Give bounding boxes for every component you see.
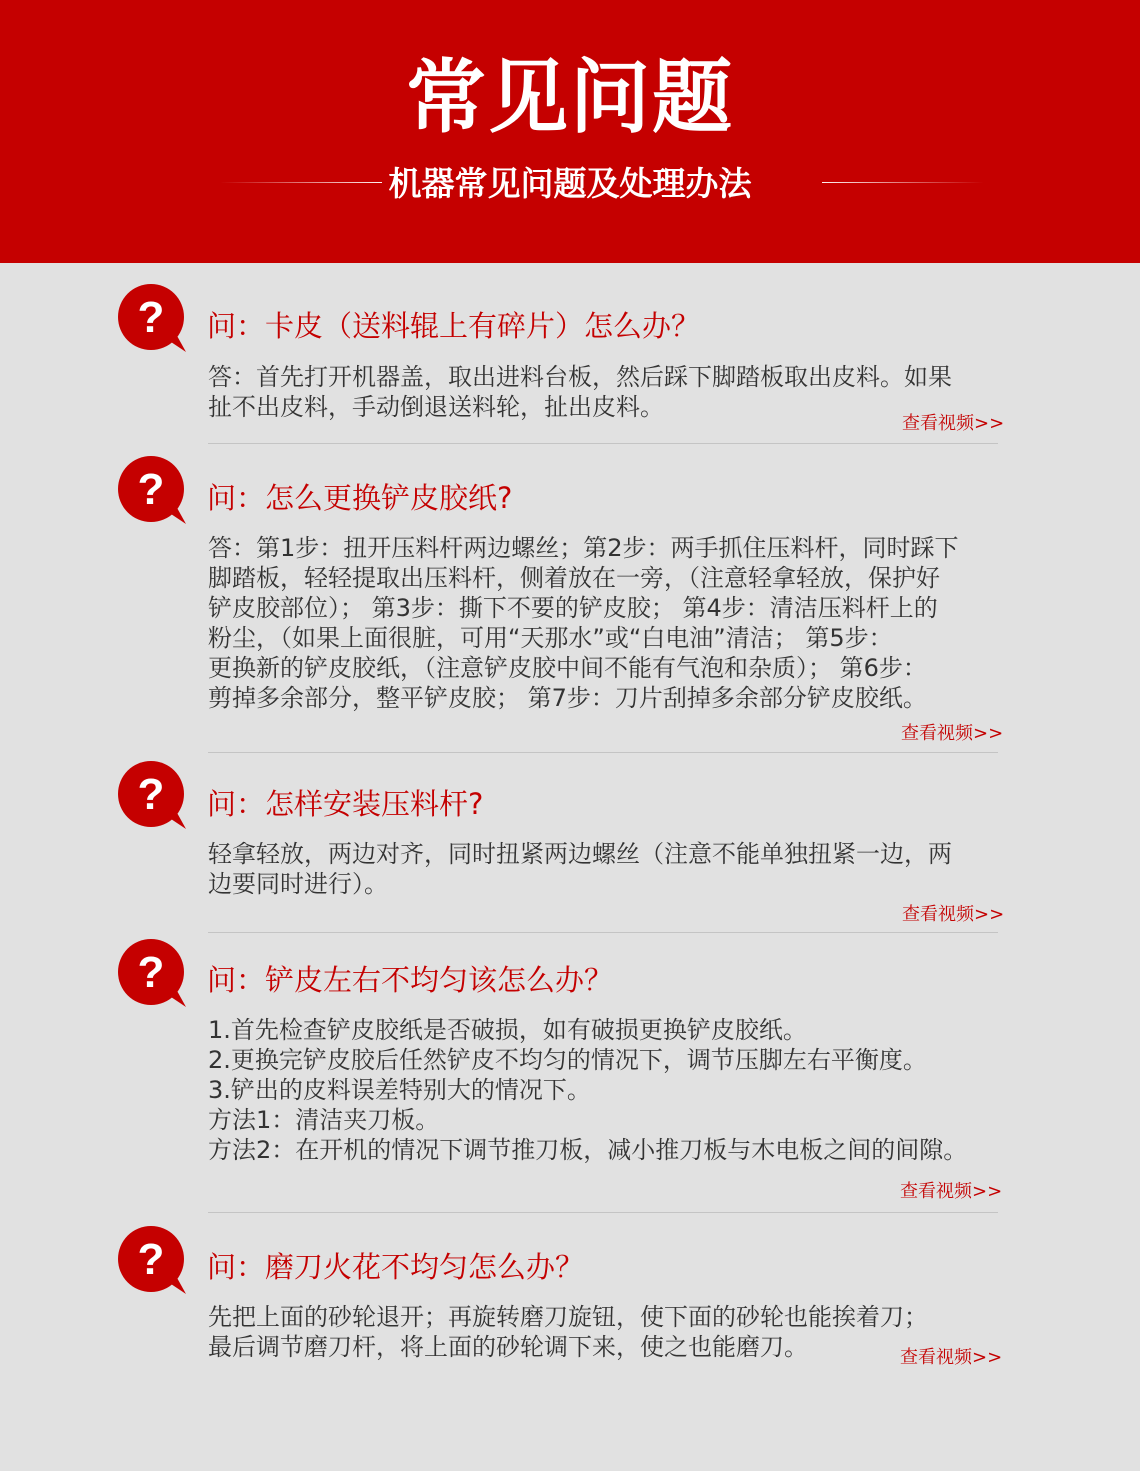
- answer-line: 边要同时进行）。: [208, 870, 388, 898]
- faq-answer: [208, 1015, 998, 1165]
- faq-answer: [208, 839, 998, 899]
- answer-line: 更换新的铲皮胶纸，（注意铲皮胶中间不能有气泡和杂质）； 第6步：: [208, 654, 927, 682]
- answer-line: 最后调节磨刀杆，将上面的砂轮调下来，使之也能磨刀。: [208, 1333, 808, 1361]
- answer-line: 先把上面的砂轮退开；再旋转磨刀旋钮，使下面的砂轮也能挨着刀；: [208, 1303, 928, 1331]
- page-subtitle: 机器常见问题及处理办法: [388, 164, 752, 203]
- faq-question: 问：怎样安装压料杆?: [207, 787, 484, 821]
- answer-line: 1.首先检查铲皮胶纸是否破损，如有破损更换铲皮胶纸。: [208, 1016, 807, 1044]
- answer-line: 方法2：在开机的情况下调节推刀板，减小推刀板与木电板之间的间隙。: [208, 1136, 968, 1164]
- answer-line: 扯不出皮料，手动倒退送料轮，扯出皮料。: [208, 393, 664, 421]
- answer-line: 铲皮胶部位）； 第3步：撕下不要的铲皮胶； 第4步：清洁压料杆上的: [208, 594, 938, 622]
- answer-line: 答：第1步：扭开压料杆两边螺丝；第2步：两手抓住压料杆，同时踩下: [208, 534, 959, 562]
- answer-line: 剪掉多余部分，整平铲皮胶； 第7步：刀片刮掉多余部分铲皮胶纸。: [208, 684, 927, 712]
- answer-line: 3.铲出的皮料误差特别大的情况下。: [208, 1076, 591, 1104]
- answer-line: 轻拿轻放，两边对齐，同时扭紧两边螺丝（注意不能单独扭紧一边，两: [208, 840, 952, 868]
- question-bubble-icon: [118, 456, 188, 526]
- faq-question: 问：卡皮（送料辊上有碎片）怎么办？: [207, 309, 701, 343]
- page-title: 常见问题: [406, 51, 734, 144]
- divider: [208, 1212, 998, 1213]
- answer-line: 粉尘，（如果上面很脏，可用“天那水”或“白电油”清洁； 第5步：: [208, 624, 893, 652]
- question-bubble-icon: [118, 761, 188, 831]
- question-bubble-icon: [118, 939, 188, 1009]
- question-bubble-icon: [118, 1226, 188, 1296]
- faq-question: 问：磨刀火花不均匀怎么办？: [207, 1250, 585, 1284]
- answer-line: 2.更换完铲皮胶后任然铲皮不均匀的情况下，调节压脚左右平衡度。: [208, 1046, 927, 1074]
- divider: [208, 932, 998, 933]
- header-banner: [0, 0, 1140, 263]
- answer-line: 答：首先打开机器盖，取出进料台板，然后踩下脚踏板取出皮料。如果: [208, 363, 952, 391]
- answer-line: 脚踏板，轻轻提取出压料杆，侧着放在一旁，（注意轻拿轻放，保护好: [208, 564, 940, 592]
- divider: [208, 752, 998, 753]
- svg-text:?: ?: [137, 1235, 165, 1284]
- svg-text:?: ?: [137, 465, 165, 514]
- watch-video-link[interactable]: 查看视频>>: [902, 413, 1005, 434]
- faq-question: 问：怎么更换铲皮胶纸?: [207, 481, 513, 515]
- svg-text:?: ?: [137, 293, 165, 342]
- faq-answer: [208, 533, 998, 713]
- watch-video-link[interactable]: 查看视频>>: [902, 904, 1005, 925]
- divider: [208, 443, 998, 444]
- question-bubble-icon: [118, 284, 188, 354]
- watch-video-link[interactable]: 查看视频>>: [901, 723, 1004, 744]
- svg-text:?: ?: [137, 948, 165, 997]
- svg-text:?: ?: [137, 770, 165, 819]
- faq-answer: [208, 1302, 998, 1362]
- faq-answer: [208, 362, 998, 422]
- faq-question: 问：铲皮左右不均匀该怎么办？: [207, 963, 614, 997]
- watch-video-link[interactable]: 查看视频>>: [900, 1347, 1003, 1368]
- answer-line: 方法1：清洁夹刀板。: [208, 1106, 440, 1134]
- watch-video-link[interactable]: 查看视频>>: [900, 1181, 1003, 1202]
